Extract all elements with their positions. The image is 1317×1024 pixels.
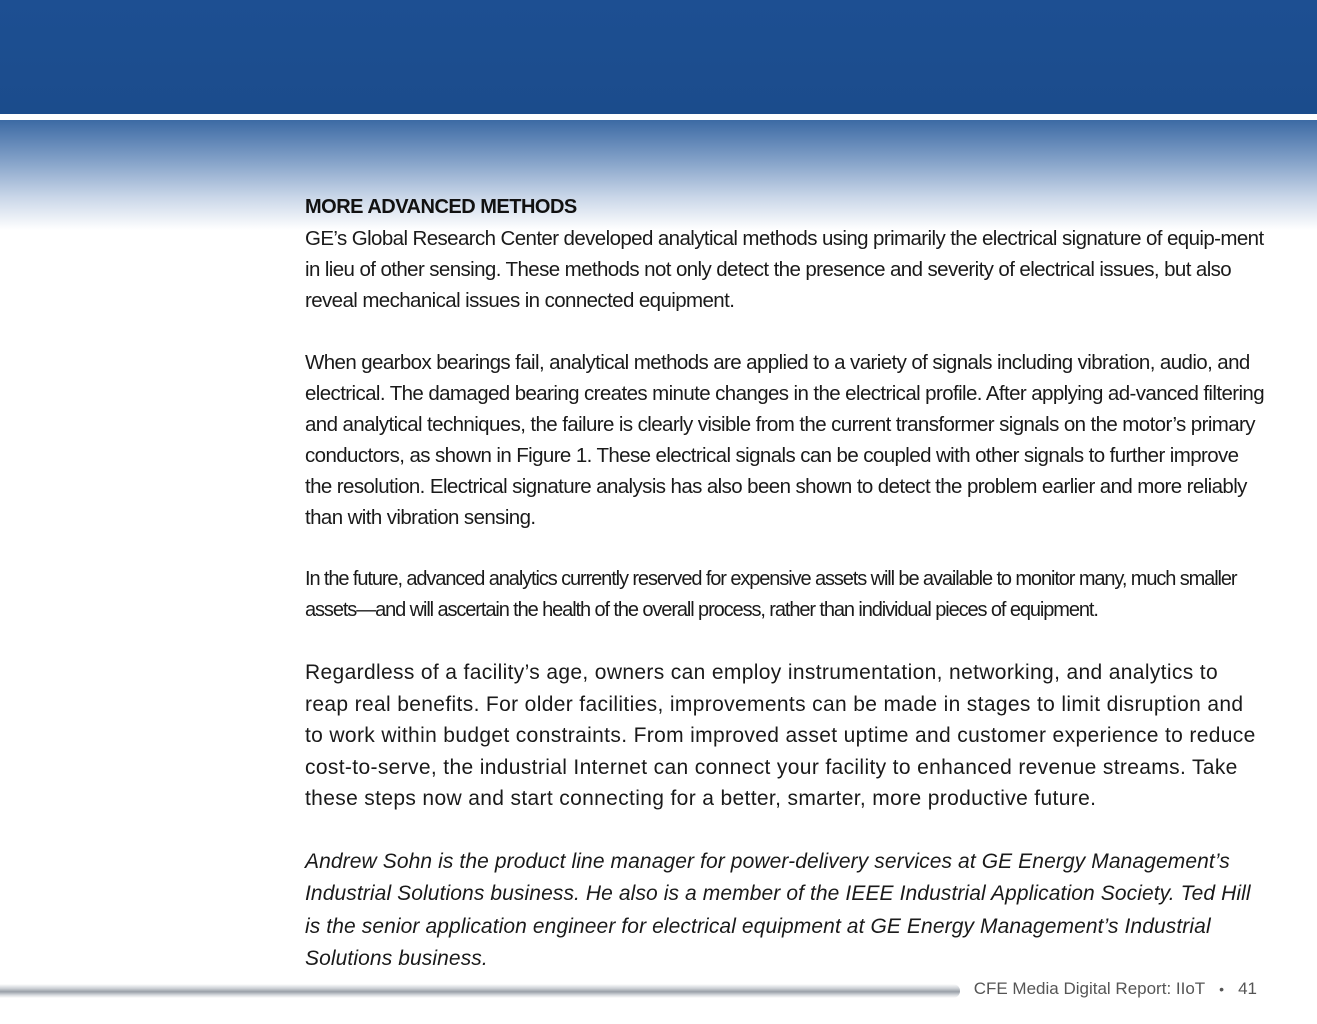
paragraph-gearbox-bearings: When gearbox bearings fail, analytical methods are applied to a variety of signals including vibration, audio, and electrical. The damaged bearing creates minute changes in the electrical profile. After applying ad-vanced filtering and analytical techniques, the failure is clearly visible from the current transformer signals on the motor’s primary conductors, as shown in Figure 1. These electrical signals can be coupled with other signals to further improve the resolution. Electrical signature analysis has also been shown to detect the problem earlier and more reliably than with vibration sensing.: [305, 351, 1265, 529]
paragraph-research-center: GE’s Global Research Center developed analytical methods using primarily the electrical signature of equip-ment in lieu of other sensing. These methods not only detect the presence and severity of electrical issues, but also reveal mechanical issues in connected equipment.: [305, 227, 1264, 312]
publication-name: CFE Media Digital Report: IIoT: [973, 979, 1206, 998]
author-bio: Andrew Sohn is the product line manager for power-delivery services at GE Energy Management’s Industrial Solutions business. He also is a member of the IEEE Industrial Application Society. Ted Hill is the senior application engineer for electrical equipment at GE Energy Management’s Industrial Solutions business.: [305, 849, 1251, 970]
footer-rule: [0, 984, 960, 998]
bullet-separator: •: [1219, 981, 1225, 997]
paragraph-future-analytics: In the future, advanced analytics currently reserved for expensive assets will be available to monitor many, much smaller assets—and will ascertain the health of the overall process, rather than individual pieces of equipment.: [305, 568, 1237, 621]
article-body: [305, 192, 1265, 976]
section-heading: MORE ADVANCED METHODS: [305, 196, 577, 218]
paragraph-spacer: [305, 626, 1265, 657]
page-number: 41: [1238, 979, 1257, 998]
paragraph-spacer: [305, 316, 1265, 347]
page-footer: [974, 979, 1257, 999]
paragraph-spacer: [305, 533, 1265, 564]
paragraph-spacer: [305, 815, 1265, 846]
paragraph-conclusion: Regardless of a facility’s age, owners can employ instrumentation, networking, and analytics to reap real benefits. For older facilities, improvements can be made in stages to limit disruption and to work within budget constraints. From improved asset uptime and customer experience to reduce cost-to-serve, the industrial Internet can connect your facility to enhanced revenue streams. Take these steps now and start connecting for a better, smarter, more productive future.: [305, 661, 1256, 810]
header-band: [0, 0, 1317, 114]
